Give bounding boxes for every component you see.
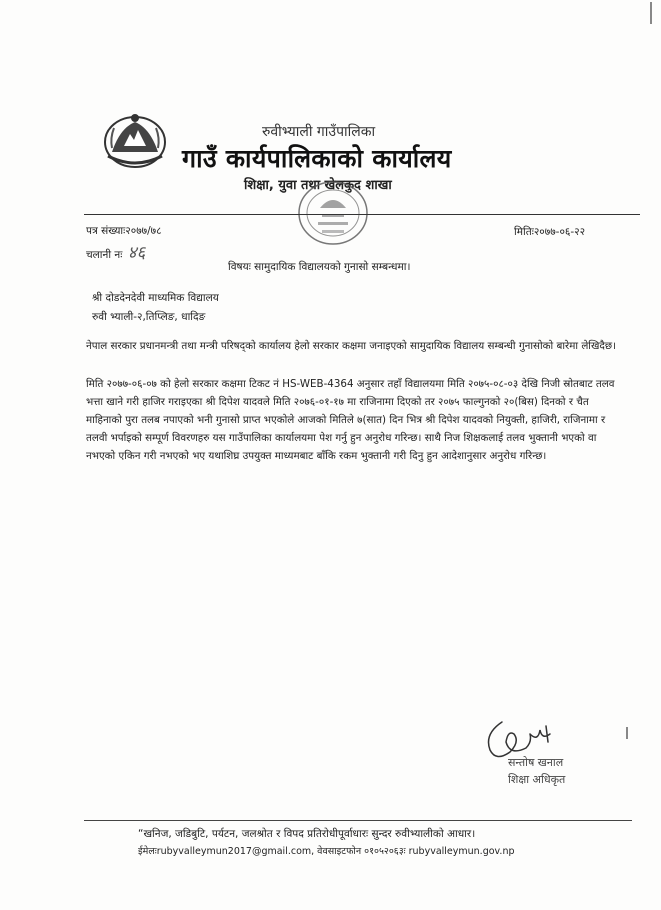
footer-slogan: “खनिज, जडिबुटि, पर्यटन, जलश्रोत र विपद प्रतिरोधीपूर्वाधारः सुन्दर रुवीभ्यालीको आधार। [138, 828, 476, 840]
dispatch-label: चलानी नः [86, 249, 123, 261]
scan-mark [650, 2, 652, 24]
header-divider [84, 214, 640, 215]
letter-date: मितिः२०७७-०६-२२ [514, 226, 586, 238]
letter-subject: विषयः सामुदायिक विद्यालयको गुनासो सम्बन्धमा। [228, 261, 411, 273]
dispatch-number [86, 240, 145, 263]
section-name: शिक्षा, युवा तथा खेलकुद शाखा [244, 178, 392, 193]
recipient-name: श्री दोडदेनदेवी माध्यमिक विद्यालय [92, 292, 219, 304]
recipient-address: रुवी भ्याली-२,तिप्लिङ, धादिङ [92, 311, 206, 323]
office-name: गाउँ कार्यपालिकाको कार्यालय [182, 144, 452, 173]
nepal-emblem-icon [100, 108, 170, 170]
body-paragraph-1: नेपाल सरकार प्रधानमन्त्री तथा मन्त्री परिषद्को कार्यालय हेलो सरकार कक्षमा जनाइएको सामुदायिक विद्यालय सम्बन्धी गुनासोको बारेमा लेखिदैछ। [86, 340, 616, 352]
signatory-name: सन्तोष खनाल [508, 756, 564, 769]
municipality-name: रुवीभ्याली गाउँपालिका [262, 124, 376, 140]
body-paragraph-2: मिति २०७७-०६-०७ को हेलो सरकार कक्षमा टिकट नं HS-WEB-4364 अनुसार तहाँ विद्यालयमा मिति २०७५-०८-०३ देखि निजी स्रोतबाट तलव भत्ता खाने गरी हाजिर गराइएका श्री दिपेश यादवले मिति २०७६-०१-१७ मा राजिनामा दिएको तर २०७५ फाल्गुनको २०(बिस) दिनको र चैत माहिनाको पुरा तलब नपाएको भनी गुनासो प्राप्त भएकोले आजको मितिले ७(सात) दिन भित्र श्री दिपेश यादवको नियुक्ती, हाजिरी, राजिनामा र तलवी भर्पाइको सम्पूर्ण विवरणहरु यस गाउँपालिका कार्यालयमा पेश गर्नु हुन अनुरोध गरिन्छ। साथै निज शिक्षकलाई तलव भुक्तानी भएको वा नभएको एकिन गरी नभएको भए यथाशिघ्र उपयुक्त माध्यमबाट बाँकि रकम भुक्तानी गरी दिनु हुन आदेशानुसार अनुरोध गरिन्छ। [86, 378, 615, 462]
footer-divider [84, 820, 632, 821]
reference-number: पत्र संख्याः२०७७/७८ [86, 225, 162, 237]
signatory-title: शिक्षा अधिकृत [508, 773, 566, 786]
footer-contact: ईमेलःrubyvalleymun2017@gmail.com, वेवसाइटफोन ०१०५२०६३ः rubyvalleymun.gov.np [138, 846, 515, 857]
dispatch-handwritten-number: ४६ [127, 243, 146, 263]
scan-mark [626, 727, 628, 739]
office-seal-stamp [296, 178, 370, 248]
